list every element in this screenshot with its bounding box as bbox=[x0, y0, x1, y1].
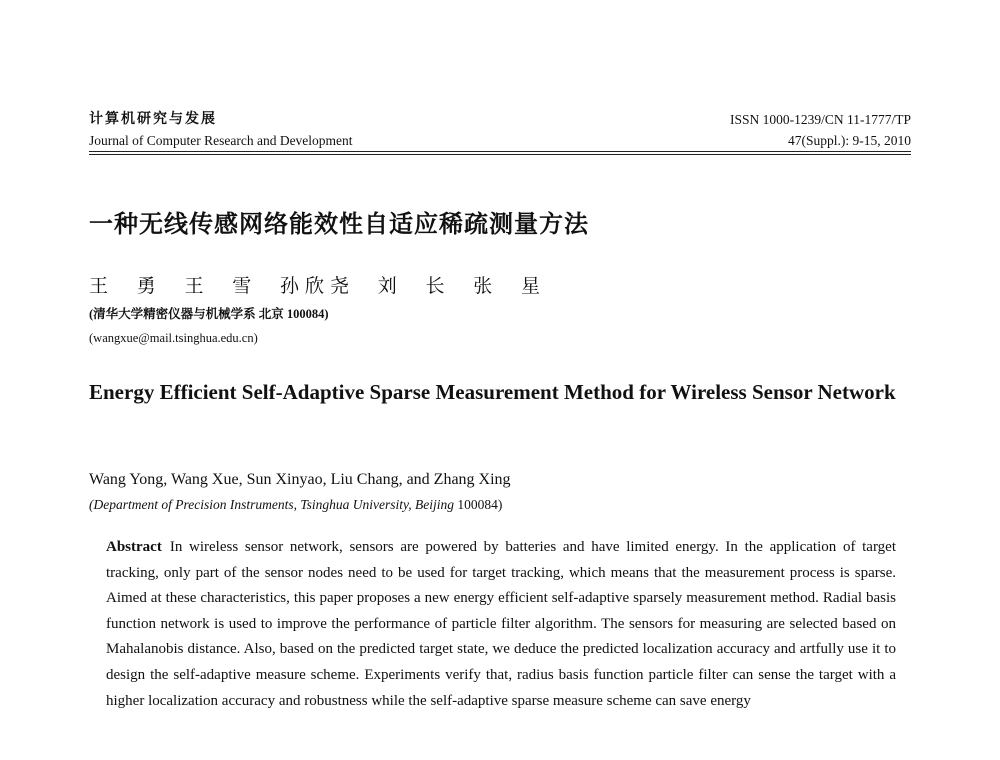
abstract-text: In wireless sensor network, sensors are powered by batteries and have limited energy. In the application of target tracking, only part of the sensor nodes need to be used for target tracking, which means that the measurement process is sparse. Aimed at these characteristics, this paper proposes a new energy efficient self-adaptive sparsely measurement method. Radial basis function network is used to improve the performance of particle filter algorithm. The sensors for measuring are selected based on Mahalanobis distance. Also, based on the predicted target state, we deduce the predicted localization accuracy and artfully use it to design the self-adaptive measure scheme. Experiments verify that, radius basis function particle filter can sense the target with a higher localization accuracy and robustness while the self-adaptive sparse measure scheme can save energy bbox=[106, 539, 896, 709]
volume-pages: 47(Suppl.): 9-15, 2010 bbox=[788, 133, 911, 148]
authors-cn: 王 勇 王 雪 孙欣尧 刘 长 张 星 bbox=[89, 276, 547, 297]
issue-info bbox=[730, 111, 911, 150]
affiliation-cn: (清华大学精密仪器与机械学系 北京 100084) bbox=[89, 307, 329, 321]
authors-en: Wang Yong, Wang Xue, Sun Xinyao, Liu Chang, and Zhang Xing bbox=[89, 471, 511, 488]
header-rule-top bbox=[89, 151, 911, 152]
affiliation-en bbox=[89, 496, 502, 514]
paper-title-cn: 一种无线传感网络能效性自适应稀疏测量方法 bbox=[89, 210, 589, 238]
journal-name-en: Journal of Computer Research and Development bbox=[89, 133, 353, 148]
affiliation-en-text: (Department of Precision Instruments, Tsinghua University, Beijing bbox=[89, 497, 454, 512]
affiliation-en-zip: 100084) bbox=[457, 497, 503, 512]
paper-title-en: Energy Efficient Self-Adaptive Sparse Measurement Method for Wireless Sensor Network bbox=[89, 380, 896, 404]
issn: ISSN 1000-1239/CN 11-1777/TP bbox=[729, 112, 911, 127]
header-rule-bottom bbox=[89, 154, 911, 155]
abstract-label: Abstract bbox=[106, 539, 162, 555]
journal-name-cn: 计算机研究与发展 bbox=[89, 112, 217, 127]
abstract bbox=[106, 535, 896, 714]
journal-header bbox=[89, 111, 353, 150]
author-email: (wangxue@mail.tsinghua.edu.cn) bbox=[89, 331, 258, 345]
